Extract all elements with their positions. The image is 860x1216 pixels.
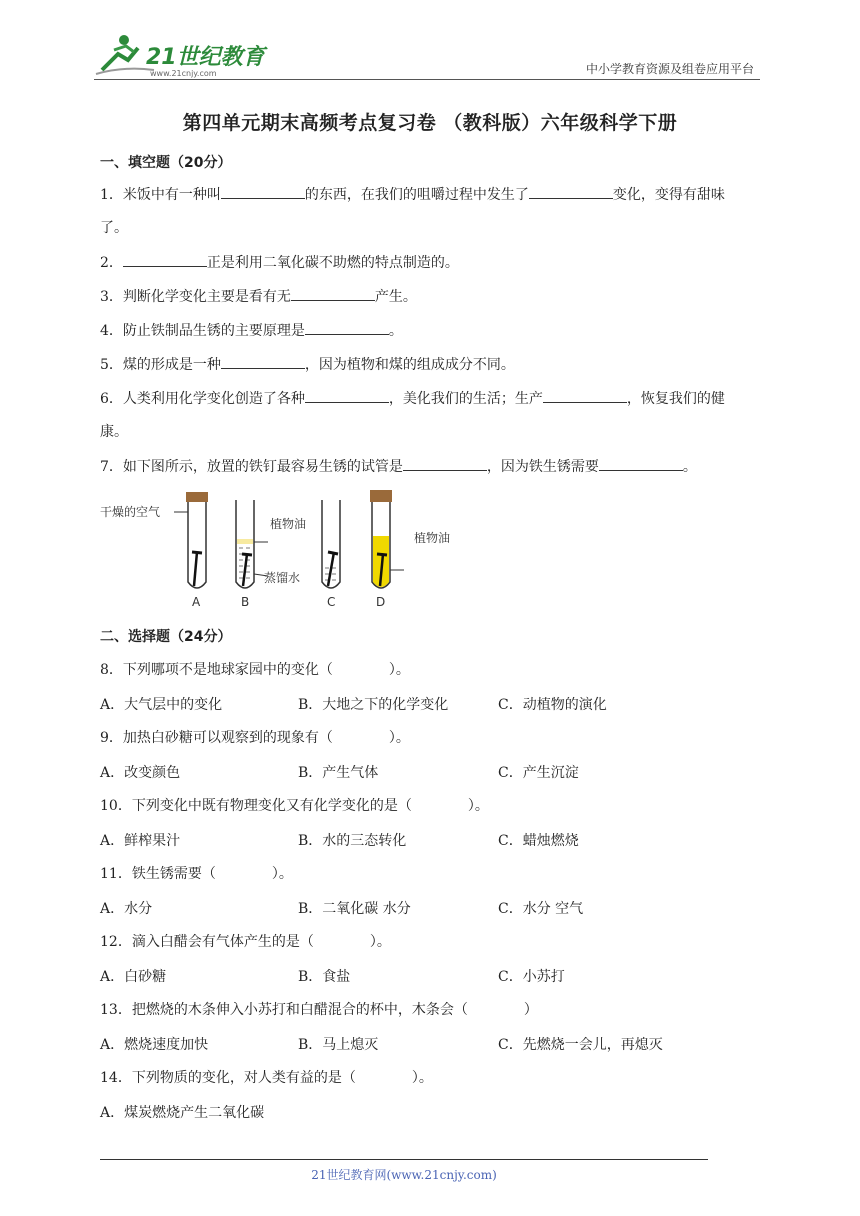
test-tube-figure <box>96 486 451 610</box>
question-1-cont: 了。 <box>100 220 128 236</box>
choice-option-b[interactable]: B．大地之下的化学变化 <box>298 697 449 713</box>
question-3: 3．判断化学变化主要是看有无 产生。 <box>100 286 760 307</box>
oil-layer-b <box>237 539 253 544</box>
choice-option-c[interactable]: C．动植物的演化 <box>498 697 607 713</box>
choice-option-c[interactable]: C．蜡烛燃烧 <box>498 833 579 849</box>
label-distilled-water: 蒸馏水 <box>264 571 301 585</box>
choice-option-a[interactable]: A．煤炭燃烧产生二氧化碳 <box>100 1105 265 1121</box>
answer-blank[interactable] <box>529 184 613 199</box>
logo-url-text: www.21cnjy.com <box>150 69 217 78</box>
choice-option-a[interactable]: A．鲜榨果汁 <box>100 833 181 849</box>
choice-question-stem: 10．下列变化中既有物理变化又有化学变化的是（ ）。 <box>100 798 489 814</box>
choice-option-b[interactable]: B．二氧化碳 水分 <box>298 901 411 917</box>
question-6-cont: 康。 <box>100 424 128 440</box>
choice-option-a[interactable]: A．改变颜色 <box>100 765 181 781</box>
choice-question-stem: 11．铁生锈需要（ ）。 <box>100 866 293 882</box>
section-fill-in-heading: 一、填空题（20分） <box>100 155 232 171</box>
tube-label-b: B <box>241 595 250 609</box>
site-logo <box>94 30 264 80</box>
section-choice-heading: 二、选择题（24分） <box>100 629 232 645</box>
stopper-a <box>186 492 208 502</box>
choice-option-c[interactable]: C．水分 空气 <box>498 901 584 917</box>
label-dry-air: 干燥的空气 <box>100 505 161 519</box>
header-divider <box>94 79 760 80</box>
answer-blank[interactable] <box>291 286 375 301</box>
answer-blank[interactable] <box>599 456 683 471</box>
test-tube-d <box>370 490 450 609</box>
label-plant-oil-b: 植物油 <box>270 517 307 531</box>
choice-option-a[interactable]: A．水分 <box>100 901 153 917</box>
page-title: 第四单元期末高频考点复习卷 （教科版）六年级科学下册 <box>182 112 678 134</box>
choice-option-a[interactable]: A．白砂糖 <box>100 969 167 985</box>
test-tube-a <box>100 492 208 609</box>
answer-blank[interactable] <box>403 456 487 471</box>
question-1: 1．米饭中有一种叫 的东西，在我们的咀嚼过程中发生了 变化，变得有甜味 <box>100 184 760 205</box>
choice-question-stem: 14．下列物质的变化，对人类有益的是（ ）。 <box>100 1070 433 1086</box>
label-plant-oil-d: 植物油 <box>414 531 451 545</box>
question-4: 4．防止铁制品生锈的主要原理是 。 <box>100 320 760 341</box>
choice-question-stem: 9．加热白砂糖可以观察到的现象有（ ）。 <box>100 730 410 746</box>
choice-option-a[interactable]: A．大气层中的变化 <box>100 697 223 713</box>
footer-text: 21世纪教育网(www.21cnjy.com) <box>311 1168 497 1182</box>
answer-blank[interactable] <box>221 354 305 369</box>
question-5: 5．煤的形成是一种 ，因为植物和煤的组成成分不同。 <box>100 354 760 375</box>
answer-blank[interactable] <box>305 388 389 403</box>
choice-question-stem: 8．下列哪项不是地球家园中的变化（ ）。 <box>100 662 410 678</box>
answer-blank[interactable] <box>305 320 389 335</box>
choice-option-a[interactable]: A．燃烧速度加快 <box>100 1037 209 1053</box>
platform-slogan: 中小学教育资源及组卷应用平台 <box>585 62 754 76</box>
answer-blank[interactable] <box>543 388 627 403</box>
choice-option-b[interactable]: B．马上熄灭 <box>298 1037 379 1053</box>
choice-option-c[interactable]: C．产生沉淀 <box>498 765 579 781</box>
question-6: 6．人类利用化学变化创造了各种 ，美化我们的生活；生产 ，恢复我们的健 <box>100 388 760 409</box>
footer-divider <box>100 1159 708 1160</box>
question-7: 7．如下图所示，放置的铁钉最容易生锈的试管是 ，因为铁生锈需要 。 <box>100 456 760 477</box>
stopper-d <box>370 490 392 502</box>
answer-blank[interactable] <box>221 184 305 199</box>
tube-label-c: C <box>327 595 336 609</box>
test-tube-b <box>236 500 306 609</box>
test-tube-c <box>322 500 340 609</box>
choice-option-b[interactable]: B．水的三态转化 <box>298 833 407 849</box>
tube-label-a: A <box>192 595 201 609</box>
choice-option-c[interactable]: C．小苏打 <box>498 969 565 985</box>
answer-blank[interactable] <box>123 252 207 267</box>
tube-label-d: D <box>376 595 386 609</box>
question-2: 2． 正是利用二氧化碳不助燃的特点制造的。 <box>100 252 760 273</box>
choice-question-stem: 12．滴入白醋会有气体产生的是（ ）。 <box>100 934 391 950</box>
choice-option-b[interactable]: B．食盐 <box>298 969 351 985</box>
logo-text: 21世纪教育 <box>146 45 265 70</box>
choice-option-b[interactable]: B．产生气体 <box>298 765 379 781</box>
choice-option-c[interactable]: C．先燃烧一会儿，再熄灭 <box>498 1037 663 1053</box>
nail-icon <box>194 552 197 586</box>
choice-question-stem: 13．把燃烧的木条伸入小苏打和白醋混合的杯中，木条会（ ） <box>100 1002 538 1018</box>
